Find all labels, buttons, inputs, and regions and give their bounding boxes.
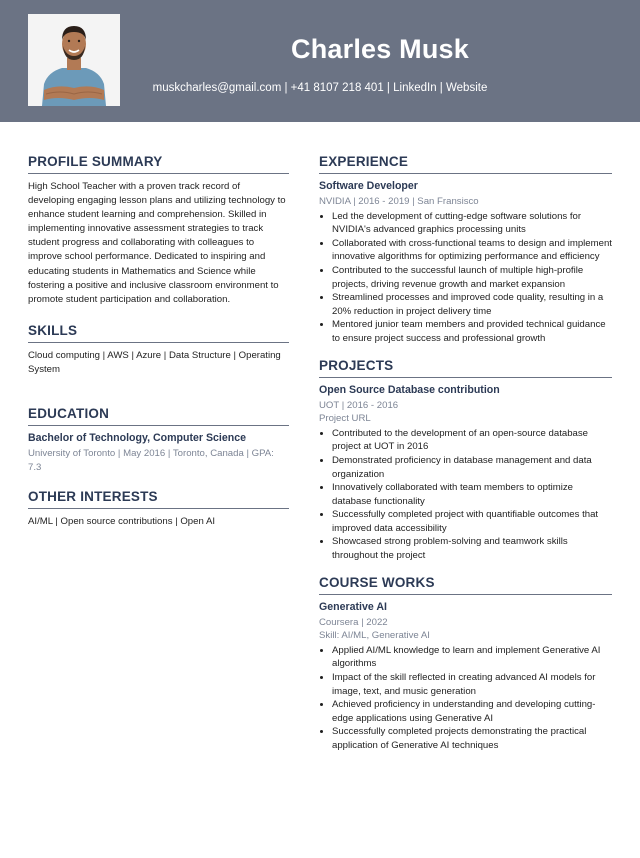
section-title: OTHER INTERESTS bbox=[28, 489, 289, 509]
email-link[interactable]: muskcharles@gmail.com bbox=[152, 82, 282, 94]
list-item: • Impact of the skill reflected in creating advanced AI models for image, text, and music generation bbox=[332, 671, 612, 698]
list-item: • Contributed to the development of an open-source database project at UOT in 2016 bbox=[332, 427, 612, 454]
list-item: • Collaborated with cross-functional teams to design and implement innovative algorithms for optimizing performance and efficiency bbox=[332, 237, 612, 264]
interests-text: AI/ML | Open source contributions | Open AI bbox=[28, 516, 216, 528]
linkedin-link[interactable]: LinkedIn bbox=[393, 82, 437, 94]
section-title: EDUCATION bbox=[28, 406, 289, 426]
profile-summary-text: High School Teacher with a proven track record of developing engaging lesson plans and utilizing technology to enhance student learning and comprehension. Skilled in implementing innovative assessment strategies to track student progress and collaborating with colleagues to improve school performance. Dedicated to inspiring and educating students in Mathematics and Science while fostering a positive and inclusive classroom environment to promote student participation and collaboration. bbox=[28, 181, 286, 305]
list-item: • Mentored junior team members and provided technical guidance to ensure project success and professional growth bbox=[332, 318, 612, 345]
resume-header bbox=[0, 0, 640, 122]
project-title: Open Source Database contribution bbox=[319, 383, 500, 396]
candidate-name: Charles Musk bbox=[291, 34, 469, 64]
right-column bbox=[319, 154, 612, 753]
list-item: • Successfully completed project with quantifiable outcomes that improved data accessibility bbox=[332, 508, 612, 535]
course-bullets bbox=[319, 644, 612, 753]
project-bullets bbox=[319, 427, 612, 563]
list-item: • Contributed to the successful launch of multiple high-profile projects, driving revenue growth and market expansion bbox=[332, 264, 612, 291]
list-item: • Streamlined processes and improved code quality, resulting in a 20% reduction in project delivery time bbox=[332, 291, 612, 318]
project-meta: UOT | 2016 - 2016 bbox=[319, 399, 399, 411]
other-interests-section bbox=[28, 489, 289, 529]
section-title: SKILLS bbox=[28, 323, 289, 343]
list-item: • Achieved proficiency in understanding and developing cutting-edge applications using Generative AI bbox=[332, 698, 612, 725]
website-link[interactable]: Website bbox=[446, 82, 488, 94]
list-item: • Led the development of cutting-edge software solutions for NVIDIA's advanced graphics processing units bbox=[332, 210, 612, 237]
section-title: EXPERIENCE bbox=[319, 154, 612, 174]
experience-bullets bbox=[319, 210, 612, 346]
list-item: • Successfully completed projects demonstrating the practical application of Generative AI techniques bbox=[332, 725, 612, 752]
education-details: University of Toronto | May 2016 | Toronto, Canada | GPA: 7.3 bbox=[28, 448, 274, 473]
profile-summary-section bbox=[28, 154, 289, 307]
list-item: • Showcased strong problem-solving and teamwork skills throughout the project bbox=[332, 535, 612, 562]
course-meta: Coursera | 2022 bbox=[319, 616, 388, 628]
projects-section bbox=[319, 358, 612, 563]
separator: | bbox=[436, 82, 446, 94]
separator: | bbox=[383, 82, 394, 94]
course-works-section bbox=[319, 575, 612, 753]
section-title: PROJECTS bbox=[319, 358, 612, 378]
project-url-link[interactable]: Project URL bbox=[319, 413, 371, 425]
skills-text: Cloud computing | AWS | Azure | Data Structure | Operating System bbox=[28, 349, 281, 375]
list-item: • Innovatively collaborated with team members to optimize database functionality bbox=[332, 481, 612, 508]
left-column bbox=[28, 154, 289, 529]
list-item: • Demonstrated proficiency in database management and data organization bbox=[332, 454, 612, 481]
education-section bbox=[28, 406, 289, 474]
experience-section bbox=[319, 154, 612, 346]
phone-number: +41 8107 218 401 bbox=[290, 82, 384, 94]
section-title: COURSE WORKS bbox=[319, 575, 612, 595]
contact-line bbox=[0, 82, 640, 94]
job-meta: NVIDIA | 2016 - 2019 | San Fransisco bbox=[319, 196, 479, 207]
job-title: Software Developer bbox=[319, 180, 418, 192]
course-title: Generative AI bbox=[319, 600, 387, 613]
list-item: • Applied AI/ML knowledge to learn and implement Generative AI algorithms bbox=[332, 644, 612, 671]
section-title: PROFILE SUMMARY bbox=[28, 154, 289, 174]
degree-title: Bachelor of Technology, Computer Science bbox=[28, 432, 246, 445]
course-skill: Skill: AI/ML, Generative AI bbox=[319, 630, 430, 642]
skills-section bbox=[28, 323, 289, 377]
separator: | bbox=[281, 82, 291, 94]
